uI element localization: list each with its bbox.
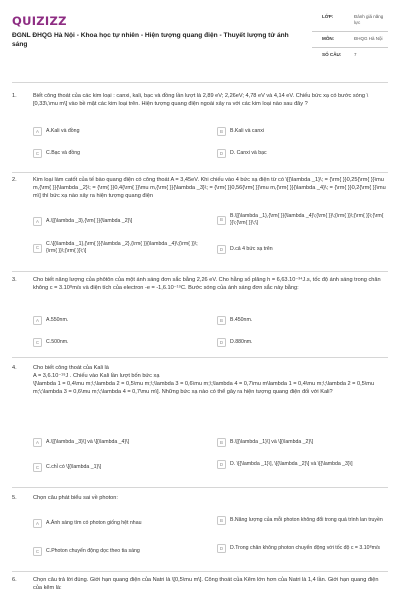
option-text: D. \[{\lambda _1}\], \[{\lambda _2}\] và \[{\lambda _3}\]	[230, 460, 353, 467]
option-text: A.550nm.	[46, 316, 69, 323]
meta-key: MÔN:	[322, 36, 335, 41]
question-number: 4.	[12, 365, 17, 371]
worksheet-meta	[312, 10, 388, 62]
option-b[interactable]	[217, 316, 387, 325]
option-letter: A	[33, 127, 42, 136]
option-text: B.\[{\lambda _1}\] và \[{\lambda _2}\]	[230, 438, 314, 445]
question-number: 3.	[12, 277, 17, 283]
option-b[interactable]	[217, 127, 387, 136]
question-4	[12, 365, 388, 483]
option-text: B.\[{\lambda _1},{\rm{ }}{\lambda _4}\;{\rm{ }}\;{\rm{ }}\;{\rm{ }}\;{\rm{ }}\;{\rm{ }}\;\]	[230, 213, 384, 227]
worksheet-header	[12, 10, 388, 72]
option-text: B.Năng lượng của mỗi photon không đổi trong quá trình lan truyền	[230, 516, 383, 523]
option-d[interactable]	[217, 245, 387, 254]
option-b[interactable]	[217, 438, 387, 447]
option-letter: A	[33, 519, 42, 528]
option-c[interactable]	[33, 463, 203, 472]
option-letter: B	[217, 316, 226, 325]
question-3	[12, 277, 388, 352]
option-letter: C	[33, 244, 42, 253]
question-5	[12, 495, 388, 570]
divider	[12, 571, 388, 572]
question-2	[12, 177, 388, 269]
question-number: 2.	[12, 177, 17, 183]
question-number: 1.	[12, 93, 17, 99]
option-text: A.\[{\lambda _3},{\rm{ }}{\lambda _2}\]	[46, 217, 133, 224]
option-letter: A	[33, 316, 42, 325]
option-c[interactable]	[33, 338, 203, 347]
option-text: D. Canxi và bạc	[230, 149, 267, 156]
option-a[interactable]	[33, 127, 203, 136]
worksheet-title: ĐGNL ĐHQG Hà Nội - Khoa học tự nhiên - Hiện tượng quang điện - Thuyết lượng tử ánh sáng	[12, 32, 289, 48]
option-a[interactable]	[33, 519, 203, 528]
option-d[interactable]	[217, 338, 387, 347]
option-text: B.Kali và canxi	[230, 127, 265, 134]
question-number: 6.	[12, 577, 17, 583]
option-letter: C	[33, 149, 42, 158]
divider	[12, 82, 388, 83]
option-letter: A	[33, 438, 42, 447]
question-text: Kim loại làm catốt của tế bào quang điện có công thoát A = 3,45eV. Khi chiếu vào 4 bức xạ điện từ có \[{\lambda _1}\; = {\rm{ }}0,25{\rm{ }}\mu m,{\rm{ }}{\lambda _2}\; = {\rm{ }}0,4{\rm{ }}\mu m,{\rm{ }}{\lambda _3}\; = {\rm{ }}0,56{\rm{ }}\mu m,{\rm{ }}{\lambda _4}\; = {\rm{ }}0,2{\rm{ }}\mu m\] thì bức xạ nào xảy ra hiện tượng quang điện	[33, 177, 386, 199]
meta-row-class	[312, 10, 388, 32]
option-letter: D	[217, 245, 226, 254]
quizizz-logo: QUIZIZZ	[12, 14, 67, 28]
option-text: C.\[{\lambda _1},{\rm{ }}{\lambda _2},{\rm{ }}{\lambda _4}\;{\rm{ }}\;{\rm{ }}\;{\rm{ }}\;\]	[46, 241, 198, 255]
question-text: Cho biết năng lượng của phôtôn của một ánh sáng đơn sắc bằng 2,26 eV. Cho hằng số plăng h = 6,63.10⁻³⁴J.s, tốc độ ánh sáng trong chân không c = 3.10⁸m/s và điện tích của electron -e = -1,6.10⁻¹⁹C. Bước sóng của ánh sáng đơn sắc này bằng:	[33, 277, 381, 291]
option-letter: D	[217, 544, 226, 553]
meta-value: Đánh giá năng lực	[354, 14, 384, 26]
option-letter: B	[217, 127, 226, 136]
meta-row-subject	[312, 32, 388, 48]
option-text: D.Trong chân không photon chuyển động với tốc độ c = 3.10⁸m/s	[230, 544, 381, 551]
option-text: B.450nm.	[230, 316, 253, 323]
option-text: C.Bạc và đồng	[46, 149, 81, 156]
option-a[interactable]	[33, 316, 203, 325]
option-b[interactable]	[217, 516, 387, 525]
option-a[interactable]	[33, 217, 203, 226]
question-text: Biết công thoát của các kim loại : canxi, kali, bạc và đồng lần lượt là 2,89 eV; 2,26eV; 4,78 eV và 4,14 eV. Chiếu bức xạ có bước sóng \[0,33\,\mu m\] vào bề mặt các kim loại trên. Hiện tượng quang điện ngoài xảy ra với các kim loại nào sau đây ?	[33, 93, 369, 107]
option-d[interactable]	[217, 149, 387, 158]
meta-key: SỐ CÂU:	[322, 52, 342, 57]
question-number: 5.	[12, 495, 17, 501]
question-6	[12, 577, 388, 599]
option-letter: A	[33, 217, 42, 226]
divider	[12, 271, 388, 272]
question-1	[12, 93, 388, 168]
option-c[interactable]	[33, 547, 203, 556]
question-text: Chọn câu trả lời đúng. Giới hạn quang điện của Natri là \[0,5\mu m\]. Công thoát của Kẽm lớn hơn của Natri là 1,4 lần. Giới hạn quang điện của kẽm là:	[33, 577, 379, 591]
question-text: Cho biết công thoát của Kali là A = 3,6.10⁻¹⁹J . Chiếu vào Kali lần lượt bốn bức xạ \[\lambda 1 = 0,4\mu m;\;\lambda 2 = 0,5\mu m;\;\lambda 3 = 0,6\mu m;\;\lambda 4 = 0,7\mu m\lambda 1 = 0,4\mu m;\;\lambda 2 = 0,5\mu m;\;\lambda 3 = 0,6\mu m;\;\lambda 4 = 0,7\mu m\]. Những bức xạ nào có thể gây ra hiện tượng quang điện đối với Kali?	[33, 365, 375, 395]
option-c[interactable]	[33, 241, 203, 255]
option-letter: C	[33, 338, 42, 347]
option-text: A.Kali và đồng	[46, 127, 80, 134]
option-text: C.chỉ có \[{\lambda _1}\]	[46, 463, 102, 470]
option-a[interactable]	[33, 438, 203, 447]
meta-row-count	[312, 48, 388, 62]
option-letter: D	[217, 149, 226, 158]
option-text: A.\[{\lambda _3}\] và \[{\lambda _4}\]	[46, 438, 130, 445]
question-text: Chọn câu phát biểu sai về photon:	[33, 495, 118, 501]
option-text: A.Ánh sáng tím có photon giống hệt nhau	[46, 519, 142, 526]
option-c[interactable]	[33, 149, 203, 158]
divider	[12, 172, 388, 173]
option-d[interactable]	[217, 460, 387, 469]
option-b[interactable]	[217, 213, 387, 227]
divider	[12, 487, 388, 488]
option-letter: D	[217, 338, 226, 347]
option-letter: C	[33, 463, 42, 472]
option-letter: C	[33, 547, 42, 556]
option-text: D.880nm.	[230, 338, 253, 345]
divider	[12, 357, 388, 358]
meta-value: 7	[354, 52, 357, 57]
option-text: C.Photon chuyển động dọc theo tia sáng	[46, 547, 140, 554]
option-text: C.500nm.	[46, 338, 69, 345]
option-letter: D	[217, 460, 226, 469]
option-d[interactable]	[217, 544, 387, 553]
option-letter: B	[217, 216, 226, 225]
meta-key: LỚP:	[322, 14, 334, 19]
option-letter: B	[217, 516, 226, 525]
option-letter: B	[217, 438, 226, 447]
meta-value: ĐHQG Hà Nội	[354, 36, 383, 41]
option-text: D.cả 4 bức xạ trên	[230, 245, 273, 252]
